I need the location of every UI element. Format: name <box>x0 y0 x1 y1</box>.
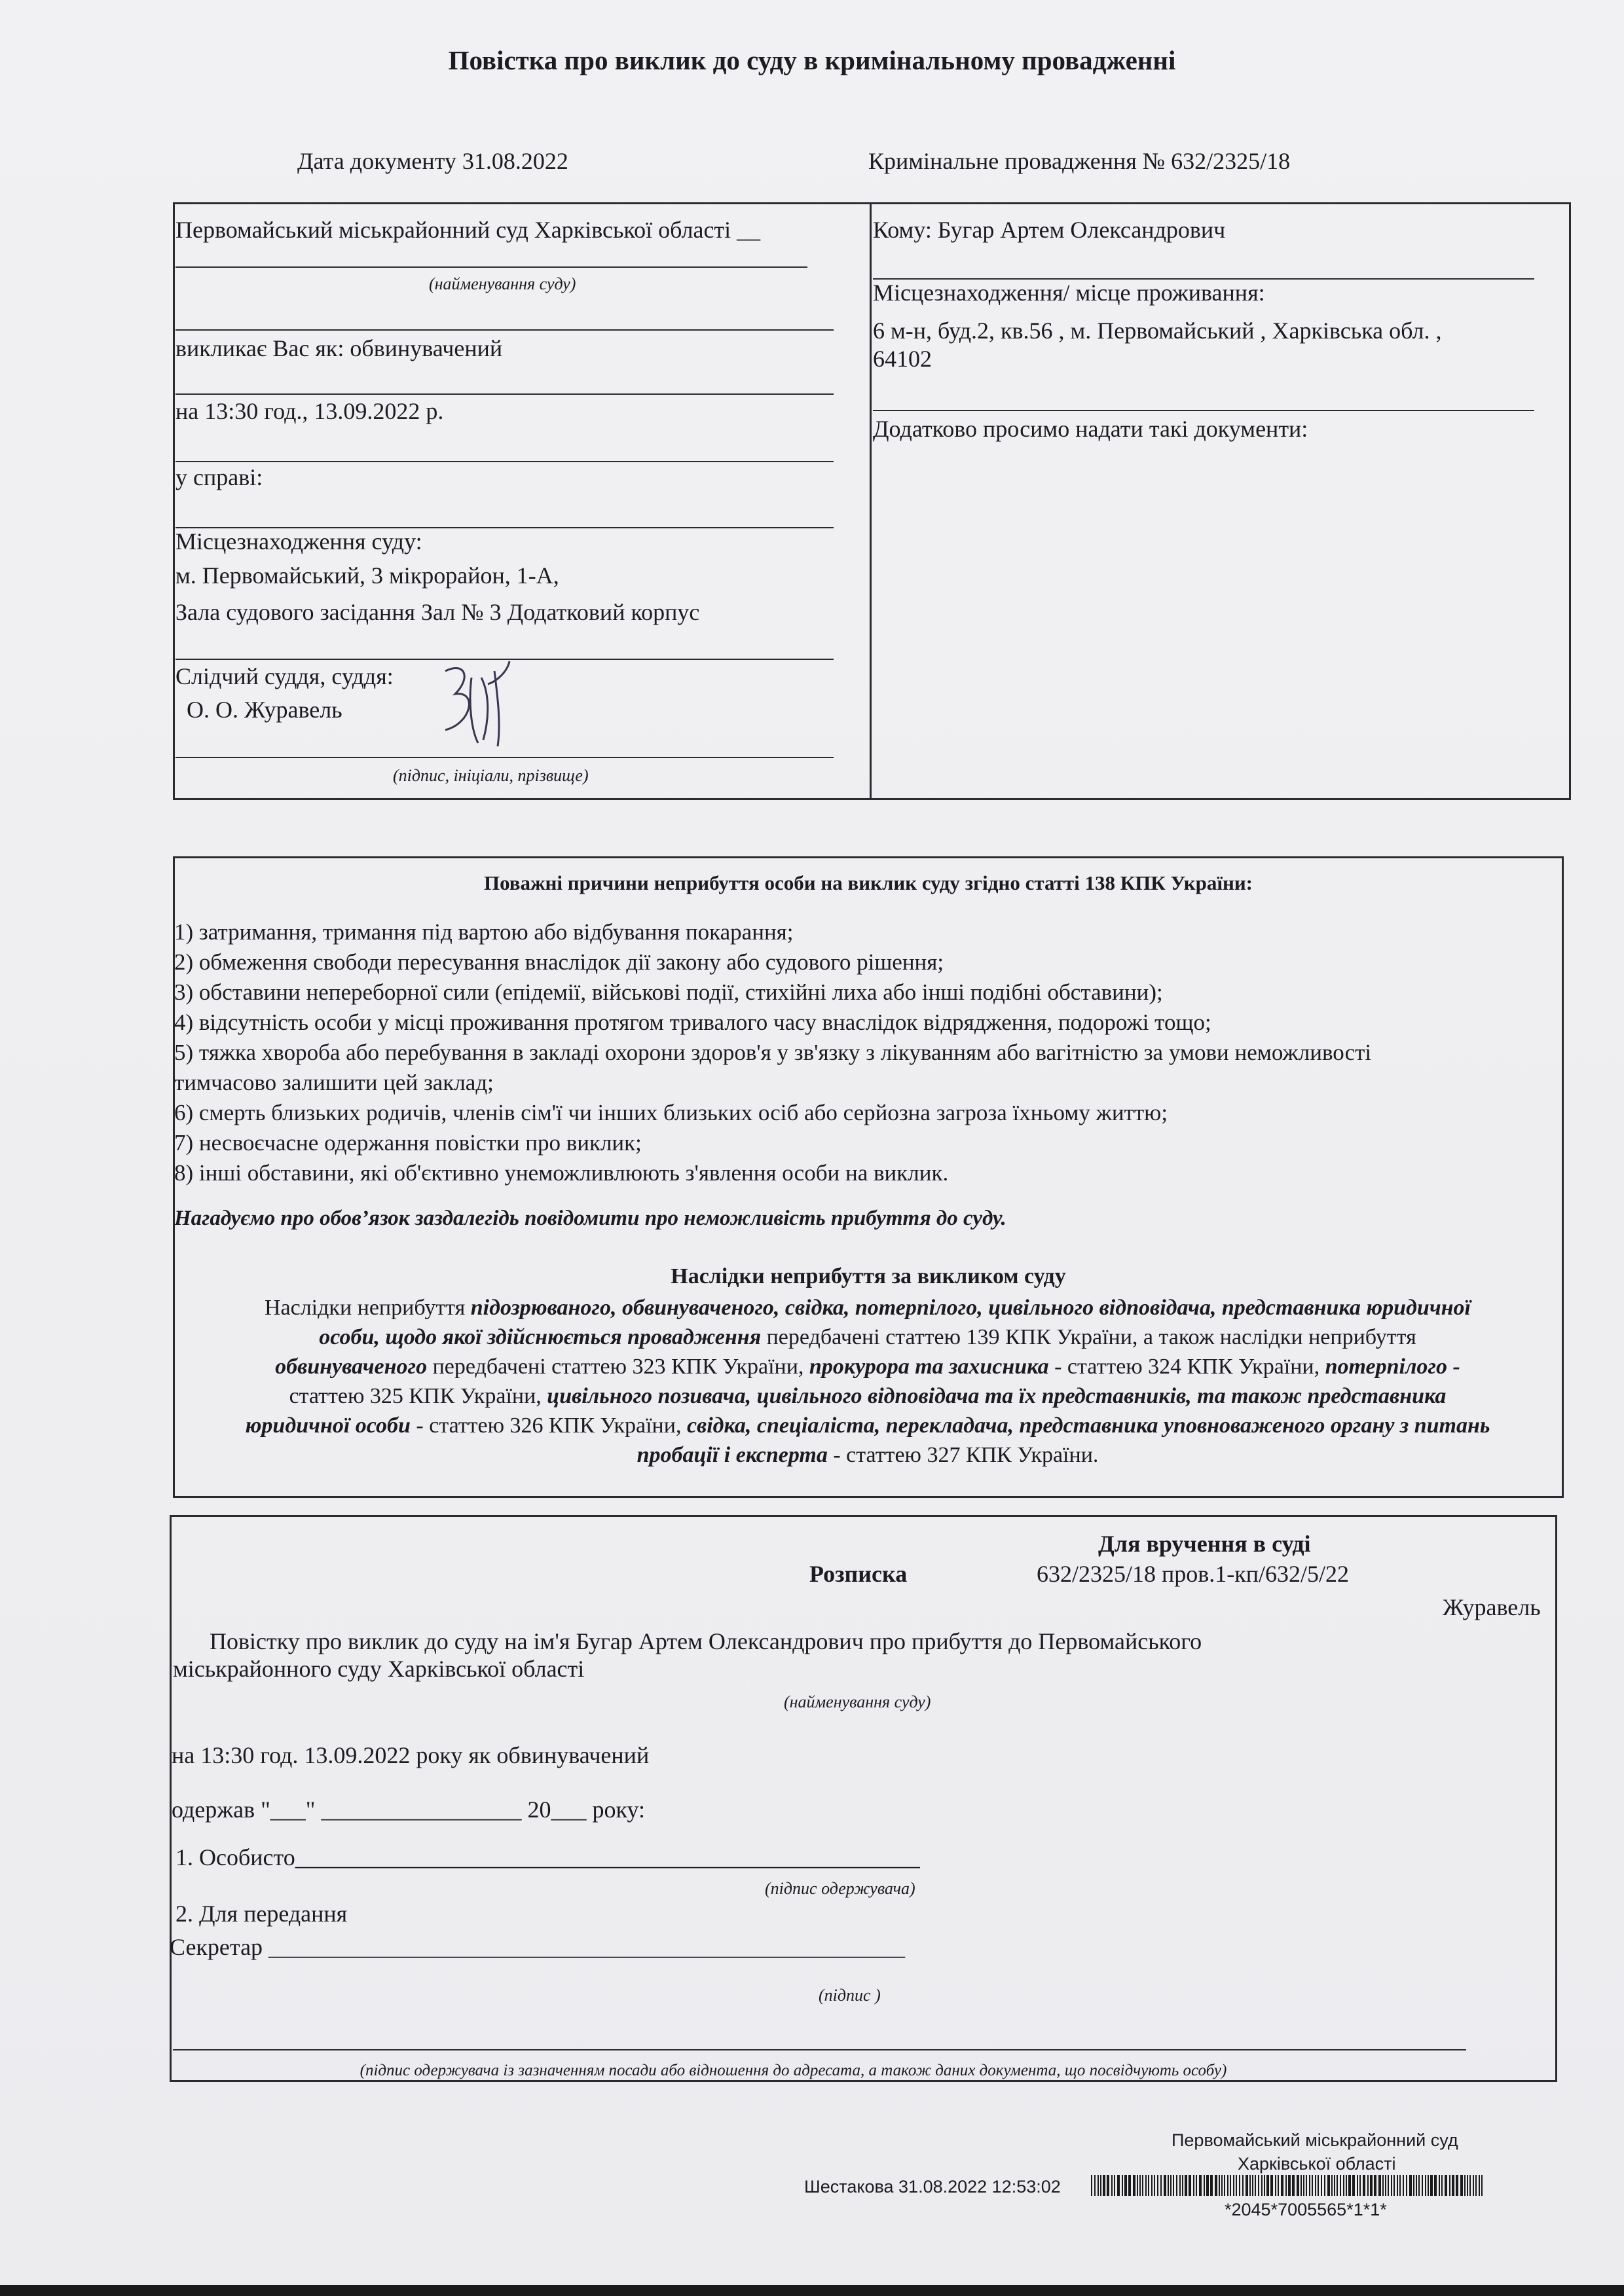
recipient: Кому: Бугар Артем Олександрович <box>873 217 1226 243</box>
emphasized-text: цивільного позивача, цивільного відповідача та їх представників, та також представника <box>547 1384 1447 1408</box>
barcode-bar <box>1145 2175 1147 2196</box>
barcode-bar <box>1346 2175 1347 2196</box>
receipt-title: Розписка <box>809 1561 908 1587</box>
court-address: м. Первомайський, 3 мікрорайон, 1-А, <box>175 562 559 589</box>
reason-item: 6) смерть близьких родичів, членів сім'ї чи інших близьких осіб або серйозна загроза їхньому життю; <box>174 1100 1168 1125</box>
barcode-bar <box>1148 2175 1149 2196</box>
barcode-bar <box>1464 2175 1466 2196</box>
barcode-bar <box>1445 2175 1447 2196</box>
recipient-signature-caption: (підпис одержувача) <box>765 1879 915 1898</box>
personally-field: 1. Особисто_____________________________________________________ <box>175 1844 920 1870</box>
barcode-bar <box>1255 2175 1256 2196</box>
barcode-bar <box>1270 2175 1273 2196</box>
barcode-bar <box>1107 2175 1109 2196</box>
footer-court-line2: Харківської області <box>1238 2154 1396 2174</box>
signature-caption: (підпис, ініціали, прізвище) <box>393 766 589 785</box>
barcode-bar <box>1173 2175 1174 2196</box>
barcode-bar <box>1352 2175 1355 2196</box>
barcode-bar <box>1452 2175 1454 2196</box>
barcode-bar <box>1275 2175 1276 2196</box>
barcode-bar <box>1469 2175 1471 2196</box>
document-title: Повістка про виклик до суду в кримінальному провадженні <box>448 45 1176 75</box>
scan-edge <box>0 2285 1624 2296</box>
barcode-bar <box>1179 2175 1181 2196</box>
reasons-heading: Поважні причини неприбуття особи на виклик суду згідно статті 138 КПК України: <box>483 871 1253 894</box>
barcode-bar <box>1142 2175 1143 2196</box>
emphasized-text: юридичної особи <box>245 1413 411 1438</box>
text-segment: передбачені статтею 323 КПК України, <box>427 1355 809 1379</box>
barcode-bar <box>1199 2175 1202 2196</box>
barcode-bar <box>1357 2175 1358 2196</box>
reason-item: 7) несвоєчасне одержання повістки про виклик; <box>174 1130 642 1156</box>
reason-item: 3) обставини непереборної сили (епідемії, військові події, стихійні лиха або інші подібні обставини); <box>174 979 1163 1005</box>
barcode-bar <box>1210 2175 1213 2196</box>
barcode-bar <box>1221 2175 1223 2196</box>
barcode-bar <box>1303 2175 1304 2196</box>
barcode-bar <box>1278 2175 1279 2196</box>
barcode-bar <box>1388 2175 1389 2196</box>
summoned-as: викликає Вас як: обвинувачений <box>175 335 503 361</box>
barcode-bar <box>1196 2175 1197 2196</box>
court-caption: (найменування суду) <box>784 1692 931 1711</box>
barcode-bar <box>1133 2175 1135 2196</box>
consequences-line <box>177 1440 1559 1470</box>
divider <box>175 329 834 331</box>
barcode-bar <box>1449 2175 1450 2196</box>
emphasized-text: підозрюваного, обвинуваченого, свідка, потерпілого, цивільного відповідача, представника юридичної <box>470 1296 1471 1320</box>
barcode-bar <box>1151 2175 1153 2196</box>
barcode-bar <box>1157 2175 1158 2196</box>
barcode-bar <box>1430 2175 1433 2196</box>
barcode-bar <box>1416 2175 1417 2196</box>
barcode-bar <box>1170 2175 1172 2196</box>
barcode-bar <box>1406 2175 1407 2196</box>
barcode-bar <box>1475 2175 1477 2196</box>
barcode-bar <box>1189 2175 1191 2196</box>
postal-code: 64102 <box>873 346 932 372</box>
barcode-bar <box>1160 2175 1162 2196</box>
barcode-bar <box>1312 2175 1313 2196</box>
consequences-line <box>177 1381 1559 1411</box>
text-segment: - статтею 327 КПК України. <box>827 1443 1099 1467</box>
barcode-bar <box>1261 2175 1263 2196</box>
barcode-bar <box>1315 2175 1316 2196</box>
barcode-bar <box>1252 2175 1253 2196</box>
barcode-bar <box>1318 2175 1319 2196</box>
barcode-bar <box>1334 2175 1335 2196</box>
barcode-bar <box>1378 2175 1381 2196</box>
barcode-bar <box>1359 2175 1361 2196</box>
barcode-bar <box>1098 2175 1099 2196</box>
barcode-bar <box>1246 2175 1248 2196</box>
consequences-line <box>177 1322 1559 1352</box>
document-date: Дата документу 31.08.2022 <box>297 148 568 174</box>
barcode-bar <box>1091 2175 1092 2196</box>
emphasized-text: свідка, спеціаліста, перекладача, представника уповноваженого органу з питань <box>686 1413 1490 1438</box>
barcode-bar <box>1306 2175 1307 2196</box>
bottom-caption: (підпис одержувача із зазначенням посади або відношення до адресата, а також даних документа, що посвідчують особу) <box>360 2062 1227 2079</box>
barcode-bar <box>1382 2175 1384 2196</box>
barcode-bar <box>1403 2175 1404 2196</box>
barcode-bar <box>1227 2175 1228 2196</box>
text-segment: статтею 325 КПК України, <box>289 1384 547 1408</box>
barcode-bar <box>1111 2175 1113 2196</box>
barcode-bar <box>1242 2175 1244 2196</box>
barcode-bar <box>1434 2175 1437 2196</box>
barcode-bar <box>1117 2175 1120 2196</box>
reasons-list <box>174 917 1549 1188</box>
barcode-bar <box>1397 2175 1398 2196</box>
barcode-bar <box>1321 2175 1322 2196</box>
barcode-bar <box>1204 2175 1205 2196</box>
barcode-bar <box>1374 2175 1376 2196</box>
address-line: 6 м-н, буд.2, кв.56 , м. Первомайський , Харківська обл. , <box>873 318 1442 344</box>
barcode-bar <box>1425 2175 1426 2196</box>
barcode-bar <box>1176 2175 1177 2196</box>
barcode-bar <box>1337 2175 1338 2196</box>
barcode-bar <box>1292 2175 1295 2196</box>
judge-label: Слідчий суддя, суддя: <box>175 663 394 689</box>
barcode-bar <box>1219 2175 1220 2196</box>
for-delivery-label: Для вручення в суді <box>1098 1531 1311 1557</box>
barcode-bar <box>1393 2175 1395 2196</box>
judge-name: О. О. Журавель <box>187 697 342 723</box>
divider <box>175 393 834 395</box>
barcode-bar <box>1367 2175 1369 2196</box>
receipt-text-line1: Повістку про виклик до суду на ім'я Бугар Артем Олександрович про прибуття до Первомайського <box>210 1628 1202 1654</box>
barcode <box>1091 2175 1552 2196</box>
barcode-bar <box>1266 2175 1269 2196</box>
emphasized-text: потерпілого - <box>1325 1355 1460 1379</box>
barcode-bar <box>1301 2175 1302 2196</box>
received-date-field: одержав "___" _________________ 20___ року: <box>172 1796 646 1823</box>
court-caption: (найменування суду) <box>429 274 576 293</box>
text-segment: - статтею 324 КПК України, <box>1048 1355 1325 1379</box>
divider <box>173 2049 1466 2050</box>
barcode-bar <box>1239 2175 1240 2196</box>
summons-box <box>173 202 1571 800</box>
consequences-line <box>177 1411 1559 1440</box>
barcode-bar <box>1281 2175 1283 2196</box>
barcode-bar <box>1297 2175 1299 2196</box>
barcode-bar <box>1363 2175 1365 2196</box>
reason-item: 2) обмеження свободи пересування внаслідок дії закону або судового рішення; <box>174 949 944 975</box>
barcode-bar <box>1418 2175 1420 2196</box>
address-label: Місцезнаходження/ місце проживання: <box>873 280 1265 306</box>
barcode-bar <box>1385 2175 1386 2196</box>
consequences-paragraph <box>177 1293 1559 1470</box>
barcode-bar <box>1456 2175 1458 2196</box>
barcode-bar <box>1164 2175 1166 2196</box>
reason-item: 5) тяжка хвороба або перебування в закладі охорони здоров'я у зв'язку з лікуванням або вагітністю за умови неможливості <box>174 1040 1372 1065</box>
court-name: Первомайський міськрайонний суд Харківської області __ <box>175 217 761 243</box>
case-number: Кримінальне провадження № 632/2325/18 <box>868 148 1291 174</box>
proceeding-number: 632/2325/18 пров.1-кп/632/5/22 <box>1037 1561 1350 1587</box>
barcode-bar <box>1182 2175 1183 2196</box>
signature-caption: (підпис ) <box>819 1986 881 2005</box>
barcode-bar <box>1230 2175 1231 2196</box>
barcode-bar <box>1324 2175 1325 2196</box>
barcode-bar <box>1100 2175 1101 2196</box>
barcode-bar <box>1467 2175 1468 2196</box>
hearing-time: на 13:30 год., 13.09.2022 р. <box>175 398 444 424</box>
barcode-bar <box>1168 2175 1169 2196</box>
barcode-bar <box>1428 2175 1429 2196</box>
court-location-label: Місцезнаходження суду: <box>175 528 422 555</box>
barcode-bar <box>1331 2175 1333 2196</box>
judge-signature <box>432 658 517 753</box>
consequences-line <box>177 1293 1559 1322</box>
barcode-bar <box>1441 2175 1443 2196</box>
footer-court-line1: Первомайський міськрайонний суд <box>1172 2130 1458 2150</box>
barcode-bar <box>1206 2175 1209 2196</box>
barcode-bar <box>1309 2175 1310 2196</box>
barcode-bar <box>1460 2175 1463 2196</box>
reason-item: 1) затримання, тримання під вартою або відбування покарання; <box>174 919 794 945</box>
reason-item: тимчасово залишити цей заклад; <box>174 1070 494 1095</box>
case-label: у справі: <box>175 464 263 490</box>
consequences-heading: Наслідки неприбуття за викликом суду <box>671 1264 1066 1288</box>
barcode-bar <box>1114 2175 1115 2196</box>
barcode-bar <box>1094 2175 1096 2196</box>
secretary-field: Секретар ______________________________________________________ <box>170 1934 906 1960</box>
reminder-text: Нагадуємо про обов’язок заздалегідь повідомити про неможливість прибуття до суду. <box>174 1207 1006 1230</box>
barcode-bar <box>1224 2175 1225 2196</box>
barcode-bar <box>1122 2175 1123 2196</box>
barcode-bar <box>1233 2175 1234 2196</box>
emphasized-text: пробації і експерта <box>637 1443 828 1467</box>
barcode-bar <box>1215 2175 1217 2196</box>
judge-surname: Журавель <box>1443 1594 1541 1620</box>
column-divider <box>870 202 872 798</box>
barcode-bar <box>1413 2175 1414 2196</box>
reason-item: 4) відсутність особи у місці проживання протягом тривалого часу внаслідок відрядження, подорожі тощо; <box>174 1010 1211 1035</box>
barcode-bar <box>1439 2175 1440 2196</box>
barcode-bar <box>1139 2175 1141 2196</box>
barcode-bar <box>1422 2175 1423 2196</box>
barcode-bar <box>1128 2175 1131 2196</box>
barcode-bar <box>1258 2175 1259 2196</box>
divider <box>175 757 834 758</box>
barcode-bar <box>1340 2175 1341 2196</box>
barcode-bar <box>1288 2175 1291 2196</box>
barcode-bar <box>1479 2175 1480 2196</box>
barcode-bar <box>1249 2175 1251 2196</box>
barcode-number: *2045*7005565*1*1* <box>1225 2200 1387 2219</box>
barcode-bar <box>1285 2175 1287 2196</box>
barcode-bar <box>1185 2175 1187 2196</box>
reason-item: 8) інші обставини, які об'єктивно унеможливлюють з'явлення особи на виклик. <box>174 1160 949 1186</box>
barcode-bar <box>1391 2175 1392 2196</box>
barcode-bar <box>1348 2175 1351 2196</box>
documents-request: Додатково просимо надати такі документи: <box>873 416 1308 442</box>
emphasized-text: обвинуваченого <box>275 1355 428 1379</box>
barcode-bar <box>1473 2175 1474 2196</box>
divider <box>175 461 834 462</box>
footer-stamp: Шестакова 31.08.2022 12:53:02 <box>804 2177 1061 2196</box>
receipt-time: на 13:30 год. 13.09.2022 року як обвинувачений <box>172 1742 650 1768</box>
barcode-bar <box>1154 2175 1155 2196</box>
text-segment: Наслідки неприбуття <box>264 1296 471 1320</box>
barcode-bar <box>1370 2175 1373 2196</box>
barcode-bar <box>1124 2175 1127 2196</box>
barcode-bar <box>1103 2175 1105 2196</box>
emphasized-text: прокурора та захисника <box>809 1355 1049 1379</box>
barcode-bar <box>1137 2175 1138 2196</box>
barcode-bar <box>1409 2175 1412 2196</box>
barcode-bar <box>1343 2175 1344 2196</box>
divider <box>175 266 807 268</box>
consequences-line <box>177 1352 1559 1381</box>
emphasized-text: особи, щодо якої здійснюється провадження <box>319 1325 762 1349</box>
divider <box>873 410 1534 411</box>
barcode-bar <box>1399 2175 1401 2196</box>
barcode-bar <box>1264 2175 1265 2196</box>
text-segment: - статтею 326 КПК України, <box>410 1413 687 1438</box>
barcode-bar <box>1481 2175 1483 2196</box>
barcode-bar <box>1236 2175 1237 2196</box>
for-transfer-label: 2. Для передання <box>175 1901 348 1927</box>
receipt-text-line2: міськрайонного суду Харківської області <box>173 1656 585 1682</box>
barcode-bar <box>1327 2175 1330 2196</box>
court-room: Зала судового засідання Зал № 3 Додатковий корпус <box>175 599 700 625</box>
text-segment: передбачені статтею 139 КПК України, а також наслідки неприбуття <box>761 1325 1416 1349</box>
barcode-bar <box>1193 2175 1194 2196</box>
